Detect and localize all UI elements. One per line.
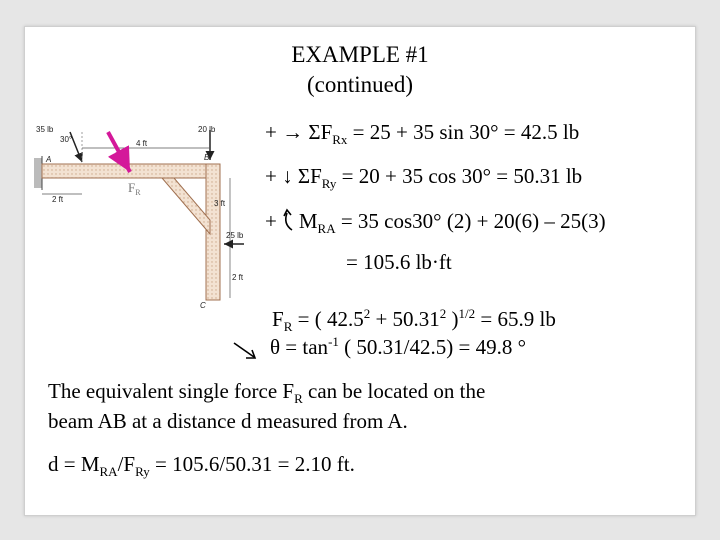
- slide-title: EXAMPLE #1: [291, 42, 429, 67]
- label-point-c: C: [200, 301, 206, 310]
- equation-fy: + ↓ $\Sigma F_{Ry} = 20 + 35$ cos 30° = 50.31 lb: [265, 164, 583, 191]
- equation-resultant: $F_R$ = ( $42.5^2 + 50.31^2$ )$^{1/2}$ = 65.9 lb: [272, 306, 556, 334]
- label-point-b: B: [204, 153, 210, 162]
- equation-theta: $\theta = \tan^{-1}$ ( 50.31/42.5) = 49.8 °: [270, 334, 526, 359]
- label-4ft: 4 ft: [136, 139, 148, 148]
- label-3ft: 3 ft: [214, 199, 226, 208]
- equation-moment: + $M_{RA} = 35$ cos30° (2) + 20(6) – 25(3): [265, 209, 606, 236]
- resultant-direction-icon: [232, 340, 260, 362]
- label-2ft-right: 2 ft: [232, 273, 244, 282]
- label-2ft-left: 2 ft: [52, 195, 64, 204]
- paragraph-line-2: beam AB at a distance d measured from A.: [48, 409, 408, 433]
- label-20lb: 20 lb: [198, 125, 216, 134]
- equation-moment-result: = 105.6 lb·ft: [346, 250, 452, 274]
- equation-fx: + → $\Sigma F_{Rx} = 25 + 35$ sin 30° = 42.5 lb: [265, 120, 580, 147]
- label-angle: 30°: [60, 135, 73, 144]
- rotation-arrow-icon: [277, 208, 299, 230]
- label-resultant: $F_R$: [128, 180, 141, 197]
- equation-distance: $d = M_{RA}/F_{Ry} = 105.6/50.31 = 2.10$ ft.: [48, 452, 355, 479]
- beam-figure: [30, 120, 248, 312]
- slide-subtitle: (continued): [306, 72, 413, 97]
- label-35lb: 35 lb: [36, 125, 54, 134]
- label-25lb: 25 lb: [226, 231, 244, 240]
- beam-diagram: [30, 120, 248, 312]
- paragraph-line-1: The equivalent single force $F_R$ can be located on the: [48, 379, 486, 406]
- label-point-a: A: [46, 155, 52, 164]
